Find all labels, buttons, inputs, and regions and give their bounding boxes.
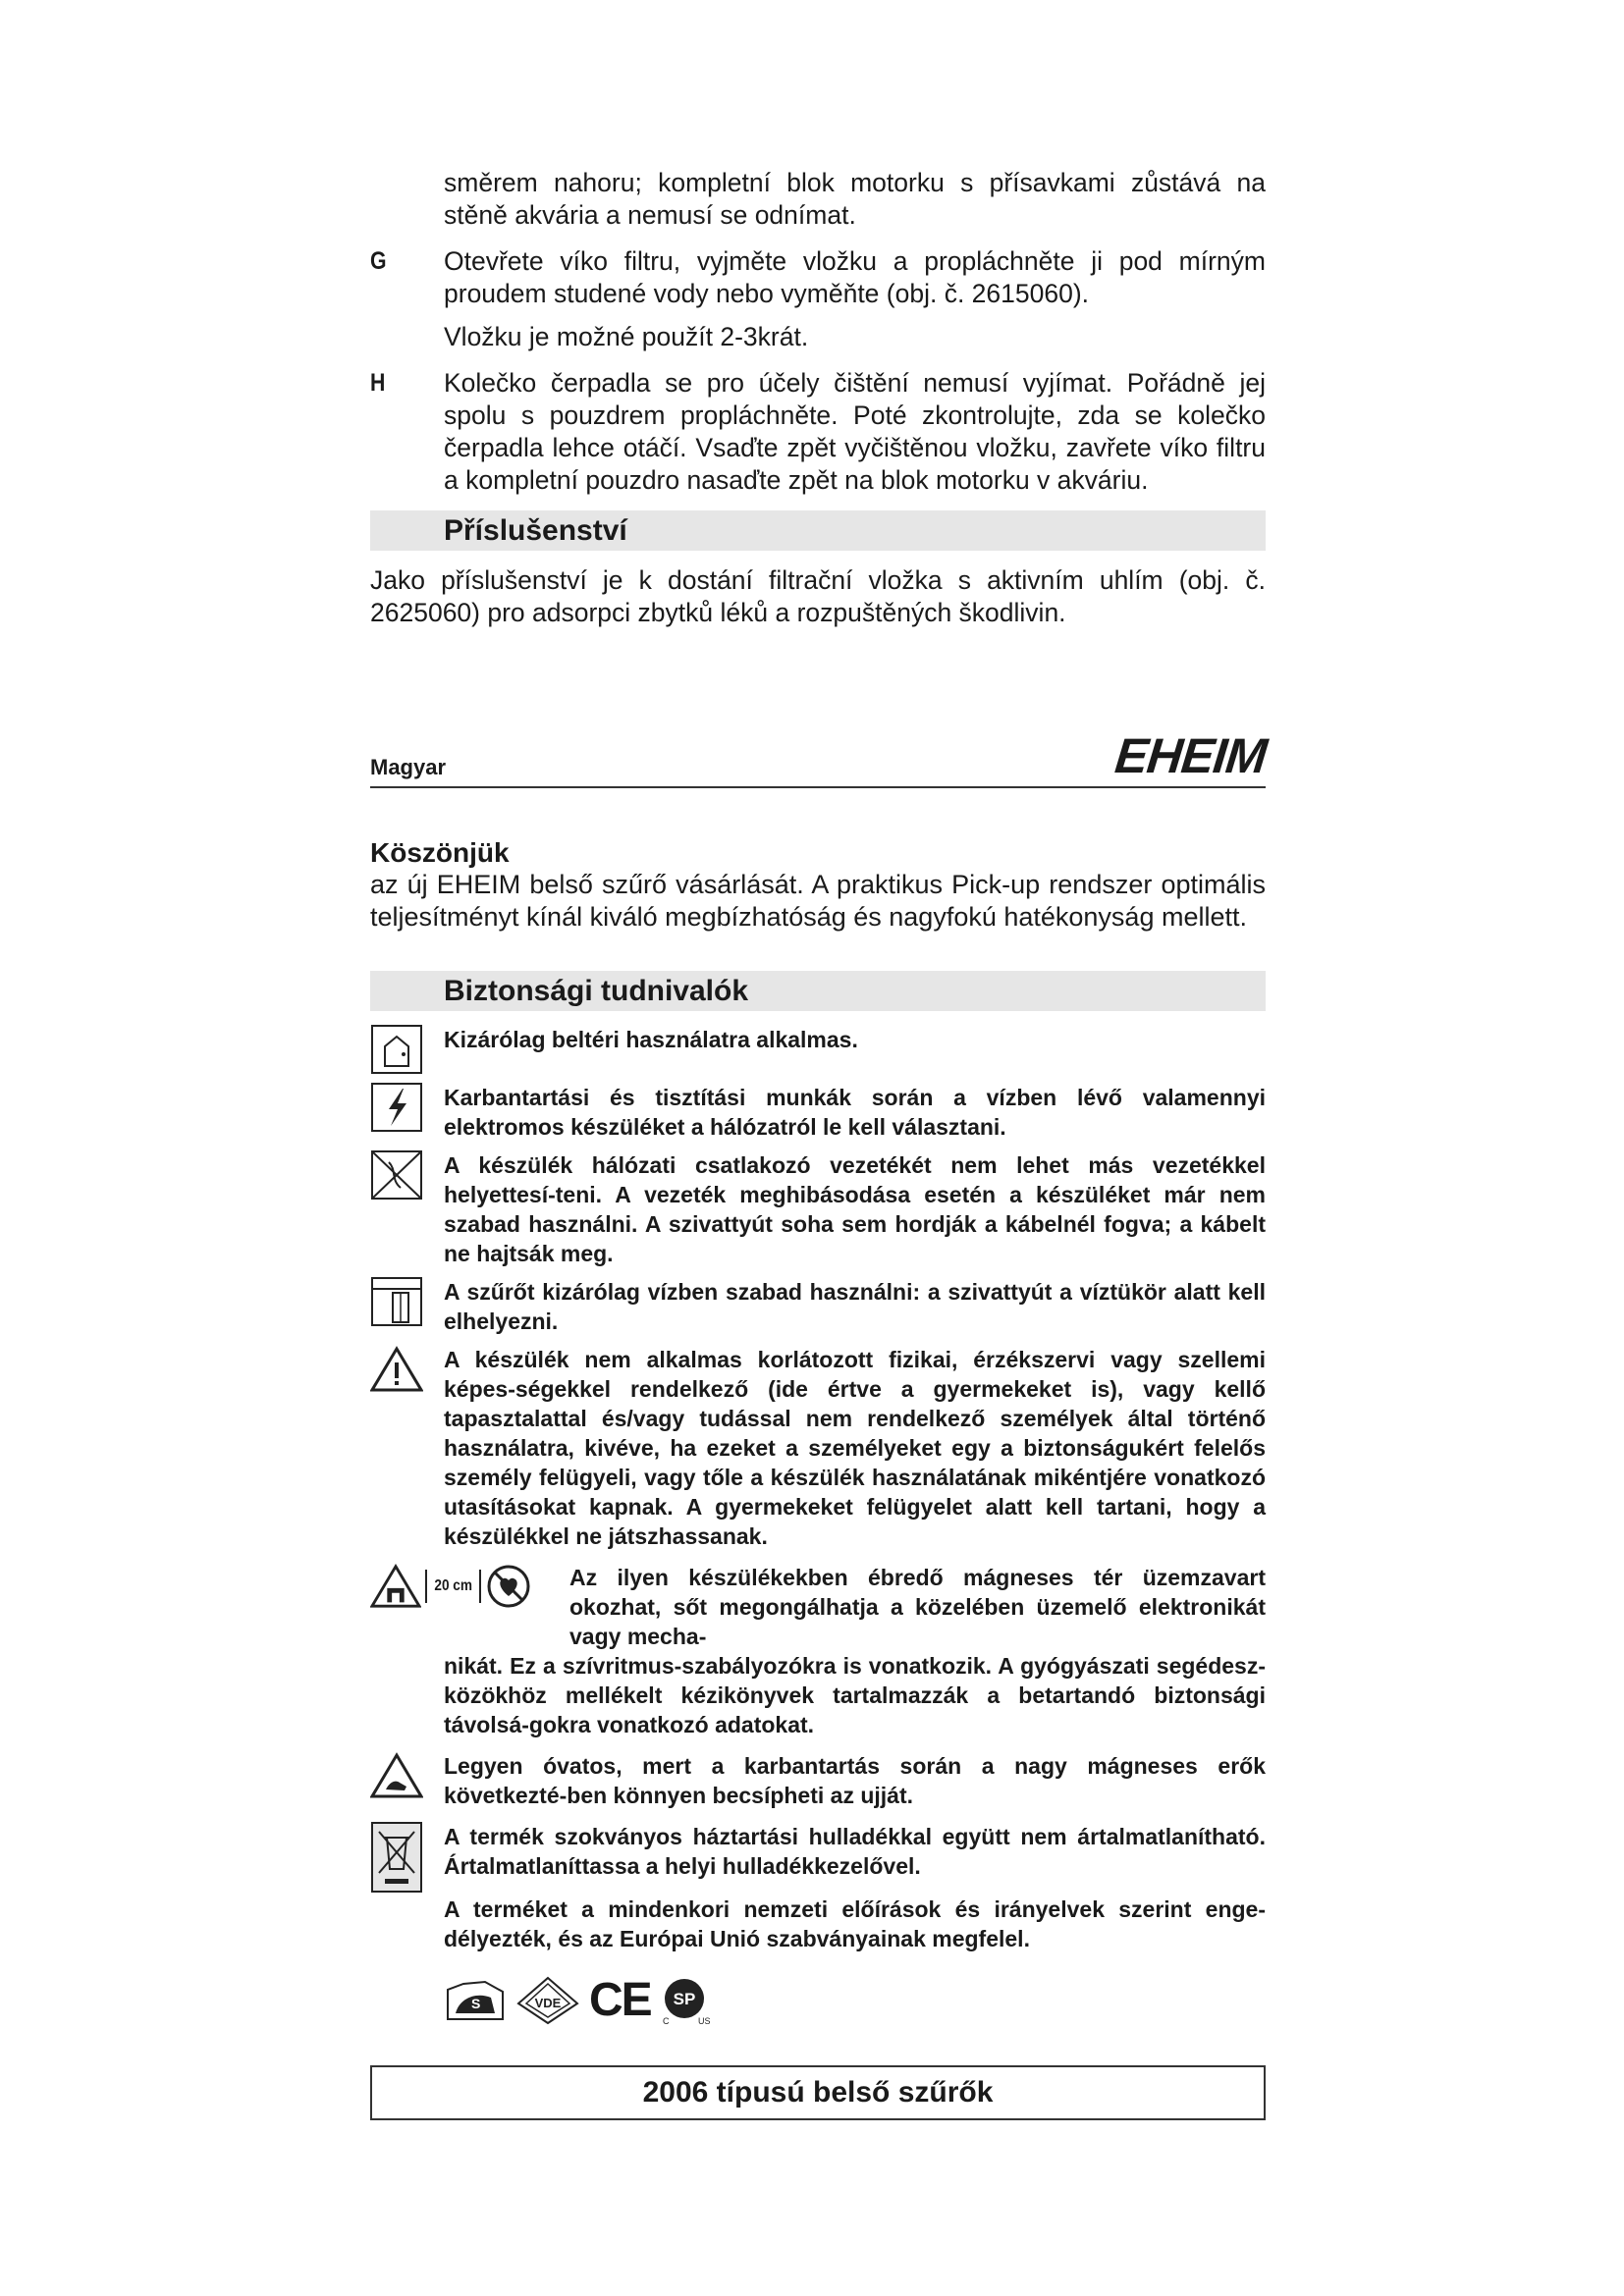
indoor-use-icon <box>370 1025 423 1074</box>
step-g-note: Vložku je možné použít 2-3krát. <box>444 322 809 351</box>
warning-triangle-icon <box>370 1345 423 1394</box>
safety-text-1: Kizárólag beltéri használatra alkalmas. <box>444 1027 858 1052</box>
safety-text-weee: A termék szokványos háztartási hulladékkal együtt nem ártalmatlanítható. Ártalmatlaníttassa a helyi hulladékkezelővel. <box>444 1824 1266 1879</box>
safety-text-4: A szűrőt kizárólag vízben szabad használni: a szivattyút a víztükör alatt kell elhelyezni. <box>444 1279 1266 1334</box>
svg-text:US: US <box>697 2016 711 2026</box>
submerged-filter-icon <box>370 1277 423 1326</box>
svg-text:SP: SP <box>673 1990 696 2008</box>
language-header <box>370 728 1269 788</box>
ce-mark-icon: CE <box>589 1974 651 2026</box>
svg-text:C: C <box>662 2016 670 2026</box>
magnet-text-tail: nikát. Ez a szívritmus-szabályozókra is vonatkozik. A gyógyászati segédesz-közökhöz mellékelt kézikönyvek tartalmazzák a betartandó biztonsági távolsá-gokra vonatkozó adatokat. <box>444 1653 1266 1737</box>
safety-heading-bar <box>370 971 1266 1011</box>
pinch-hazard-icon <box>370 1751 423 1800</box>
accessories-text: Jako příslušenství je k dostání filtrační vložka s aktivním uhlím (obj. č. 2625060) pro adsorpci zbytků léků a rozpuštěných škodlivin. <box>370 565 1266 627</box>
safety-item <box>370 1751 1266 1810</box>
safety-item <box>370 1150 1266 1268</box>
step-letter-h: H <box>370 369 386 397</box>
electric-shock-icon <box>370 1083 423 1132</box>
accessories-heading: Příslušenství <box>444 513 627 547</box>
eheim-logo: EHEIM <box>1111 728 1269 783</box>
step-letter-g: G <box>370 247 387 275</box>
safety-text-3: A készülék hálózati csatlakozó vezetékét nem lehet más vezetékkel helyettesí-teni. A vezeték meghibásodása esetén a készüléket már nem szabad használni. A szivattyút soha sem hordják a kábelnél fogva; a kábelt ne hajtsák meg. <box>444 1152 1266 1266</box>
safety-text-5: A készülék nem alkalmas korlátozott fizikai, érzékszervi vagy szellemi képes-ségekkel rendelkező (ide értve a gyermekeket is), vagy kellő tapasztalattal és/vagy tudással nem rendelkező személyek által történő használatra, kivéve, ha ezeket a személyeket egy a biztonságukért felelős személy felügyeli, vagy tőle a készülék használatának mikéntjére vonatkozó utasításokat kapnak. A gyermekeket felügyelet alatt kell tartani, hogy a készülékkel ne játszhassanak. <box>444 1347 1266 1549</box>
thanks-text: az új EHEIM belső szűrő vásárlását. A praktikus Pick-up rendszer optimális teljesítményt kínál kiváló megbízhatóság és nagyfokú hatékonyság mellett. <box>370 870 1266 932</box>
approval-text: A terméket a mindenkori nemzeti előírások és irányelvek szerint enge-délyezték, és az Európai Unió szabványainak megfelel. <box>444 1896 1266 1951</box>
model-title: 2006 típusú belső szűrők <box>642 2076 994 2109</box>
safety-text-2: Karbantartási és tisztítási munkák során a vízben lévő valamennyi elektromos készüléket a hálózatról le kell választani. <box>444 1085 1266 1140</box>
vde-mark-icon <box>516 1976 579 2025</box>
czech-intro-text: směrem nahoru; kompletní blok motorku s přísavkami zůstává na stěně akvária a nemusí se odnímat. <box>444 168 1266 230</box>
distance-label: 20 cm <box>434 1577 472 1594</box>
step-g <box>370 245 1266 353</box>
certification-marks <box>444 1975 1266 2026</box>
step-g-text: Otevřete víko filtru, vyjměte vložku a propláchněte ji pod mírným proudem studené vody nebo vyměňte (obj. č. 2615060). <box>444 246 1266 308</box>
safety-item <box>370 1025 1266 1074</box>
safety-heading: Biztonsági tudnivalók <box>444 974 749 1007</box>
svg-text:VDE: VDE <box>534 1996 562 2010</box>
step-h <box>370 367 1266 497</box>
language-label: Magyar <box>370 755 447 779</box>
accessories-heading-bar <box>370 510 1266 551</box>
svg-text:S: S <box>471 1996 481 2011</box>
safety-approval-mark-icon <box>444 1976 507 2025</box>
safety-item <box>370 1822 1266 1893</box>
safety-item <box>370 1083 1266 1142</box>
model-title-box <box>370 2065 1266 2120</box>
thanks-title: Köszönjük <box>370 837 510 868</box>
no-cable-replacement-icon <box>370 1150 423 1200</box>
manual-page <box>370 167 1269 2120</box>
step-h-text: Kolečko čerpadla se pro účely čištění nemusí vyjímat. Pořádně jej spolu s pouzdrem propláchněte. Poté zkontrolujte, zda se kolečko čerpadla lehce otáčí. Vsaďte zpět vyčištěnou vložku, zavřete víko filtru a kompletní pouzdro nasaďte zpět na blok motorku v akváriu. <box>444 368 1266 495</box>
safety-item <box>370 1277 1266 1336</box>
magnet-icons <box>370 1563 569 1610</box>
magnet-safety-item <box>370 1563 1266 1739</box>
safety-text-pinch: Legyen óvatos, mert a karbantartás során a nagy mágneses erők következté-ben könnyen becsípheti az ujját. <box>444 1753 1266 1808</box>
csa-mark-icon <box>661 1975 714 2026</box>
safety-item <box>370 1345 1266 1551</box>
magnet-text-head: Az ilyen készülékekben ébredő mágneses tér üzemzavart okozhat, sőt megongálhatja a közelében üzemelő elektronikát vagy mecha- <box>569 1565 1266 1649</box>
weee-crossed-bin-icon <box>370 1822 423 1893</box>
magnet-warning-icon <box>370 1563 421 1610</box>
pacemaker-prohibited-icon <box>485 1563 532 1610</box>
